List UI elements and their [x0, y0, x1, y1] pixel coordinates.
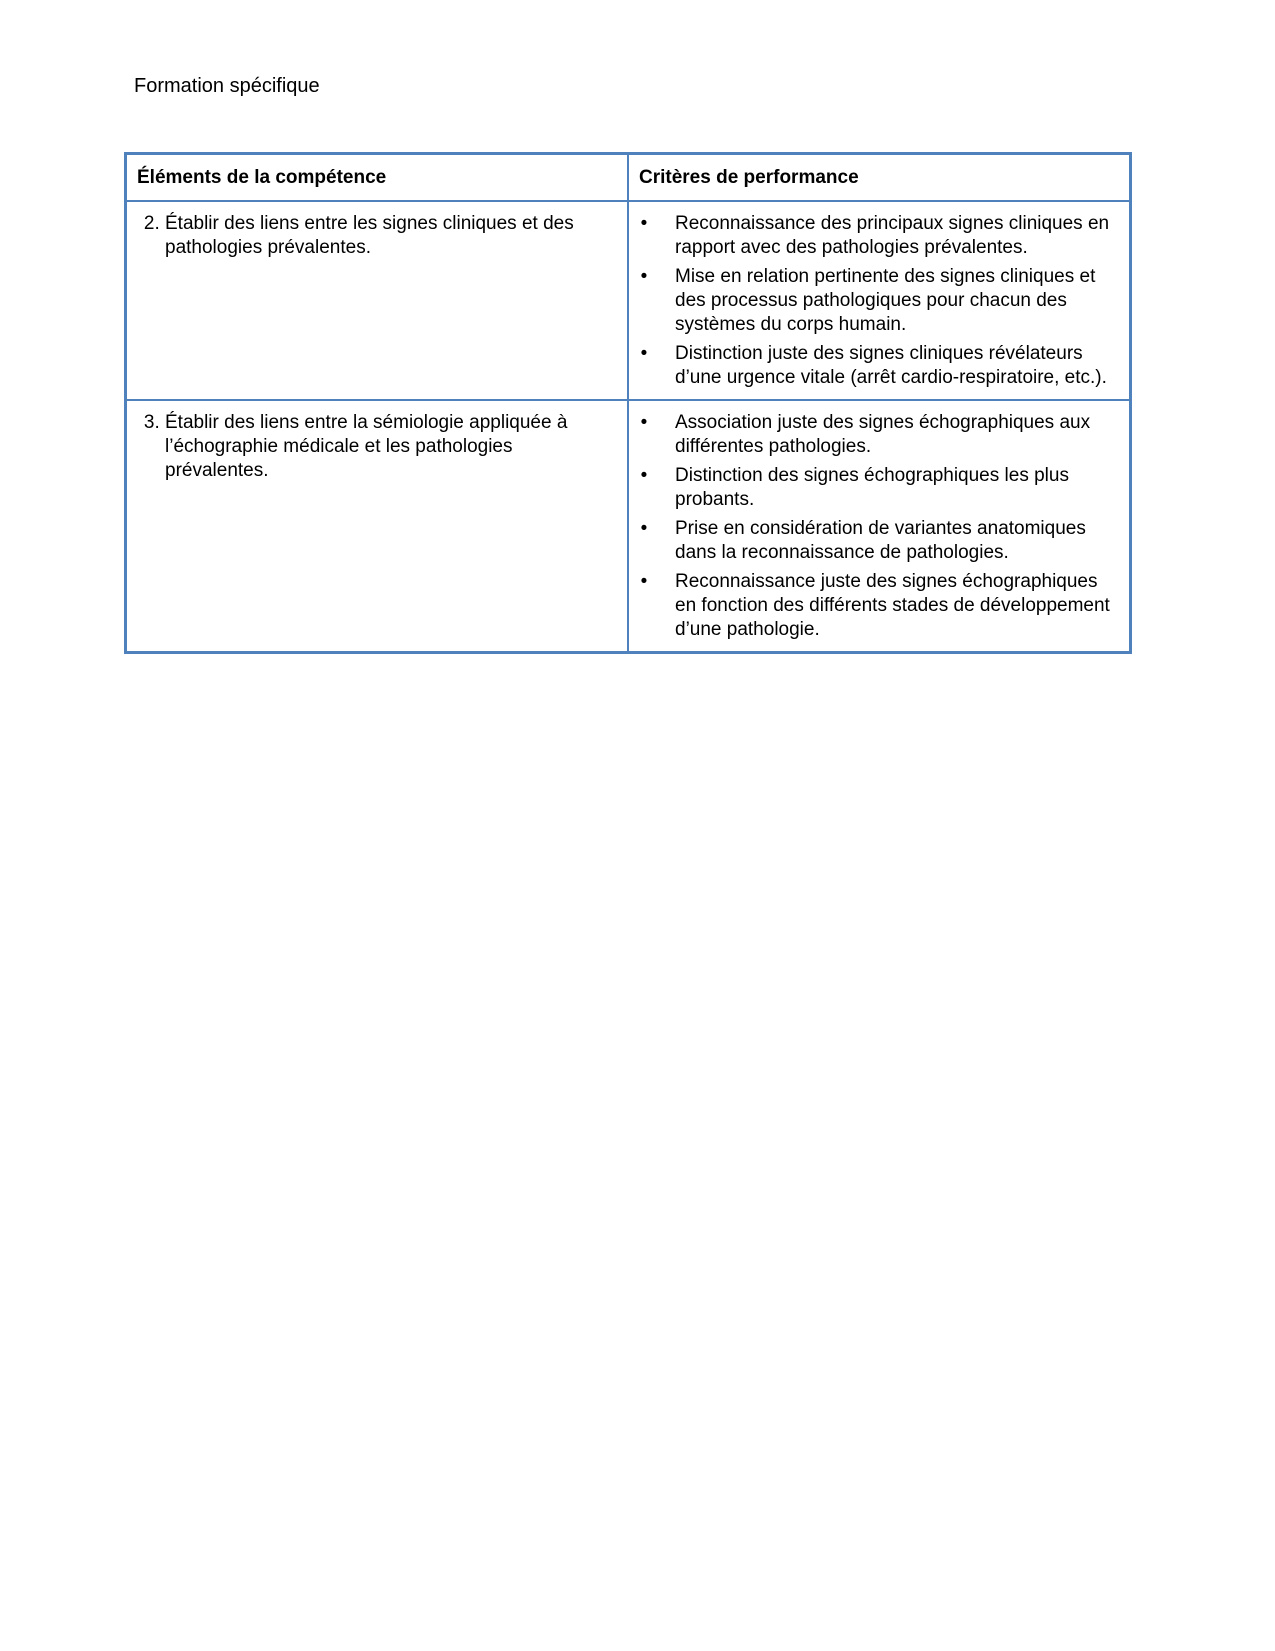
competence-table — [124, 152, 1132, 654]
element-item: 2. Établir des liens entre les signes cliniques et des pathologies prévalentes. — [165, 212, 619, 260]
criteria-cell — [628, 201, 1131, 400]
criteria-item — [640, 265, 1121, 337]
element-cell — [126, 400, 629, 653]
header-criteria: Critères de performance — [628, 154, 1131, 202]
criteria-item — [640, 570, 1121, 642]
element-cell — [126, 201, 629, 400]
table-header-row — [126, 154, 1131, 202]
bullet-icon: • — [640, 571, 648, 592]
element-item: 3. Établir des liens entre la sémiologie appliquée à l’échographie médicale et les pathologies prévalentes. — [165, 411, 619, 483]
element-list — [137, 212, 619, 260]
bullet-icon: • — [640, 465, 648, 486]
criteria-item — [640, 517, 1121, 565]
table-row — [126, 201, 1131, 400]
criteria-item — [640, 212, 1121, 260]
criteria-text: Distinction des signes échographiques les plus probants. — [675, 465, 1069, 510]
bullet-icon: • — [640, 412, 648, 433]
criteria-text: Reconnaissance des principaux signes cliniques en rapport avec des pathologies prévalentes. — [675, 213, 1110, 258]
element-list — [137, 411, 619, 483]
criteria-list — [639, 411, 1121, 642]
bullet-icon: • — [640, 266, 648, 287]
criteria-text: Prise en considération de variantes anatomiques dans la reconnaissance de pathologies. — [675, 518, 1086, 563]
criteria-text: Association juste des signes échographiques aux différentes pathologies. — [675, 412, 1091, 457]
criteria-item — [640, 411, 1121, 459]
section-title: Formation spécifique — [134, 75, 320, 97]
table-row — [126, 400, 1131, 653]
bullet-icon: • — [640, 213, 648, 234]
bullet-icon: • — [640, 518, 648, 539]
criteria-item — [640, 464, 1121, 512]
bullet-icon: • — [640, 343, 648, 364]
criteria-text: Reconnaissance juste des signes échographiques en fonction des différents stades de développement d’une pathologie. — [675, 571, 1110, 640]
criteria-text: Mise en relation pertinente des signes cliniques et des processus pathologiques pour chacun des systèmes du corps humain. — [675, 266, 1096, 335]
criteria-cell — [628, 400, 1131, 653]
header-elements: Éléments de la compétence — [126, 154, 629, 202]
criteria-item — [640, 342, 1121, 390]
criteria-text: Distinction juste des signes cliniques révélateurs d’une urgence vitale (arrêt cardio-respiratoire, etc.). — [675, 343, 1107, 388]
criteria-list — [639, 212, 1121, 390]
